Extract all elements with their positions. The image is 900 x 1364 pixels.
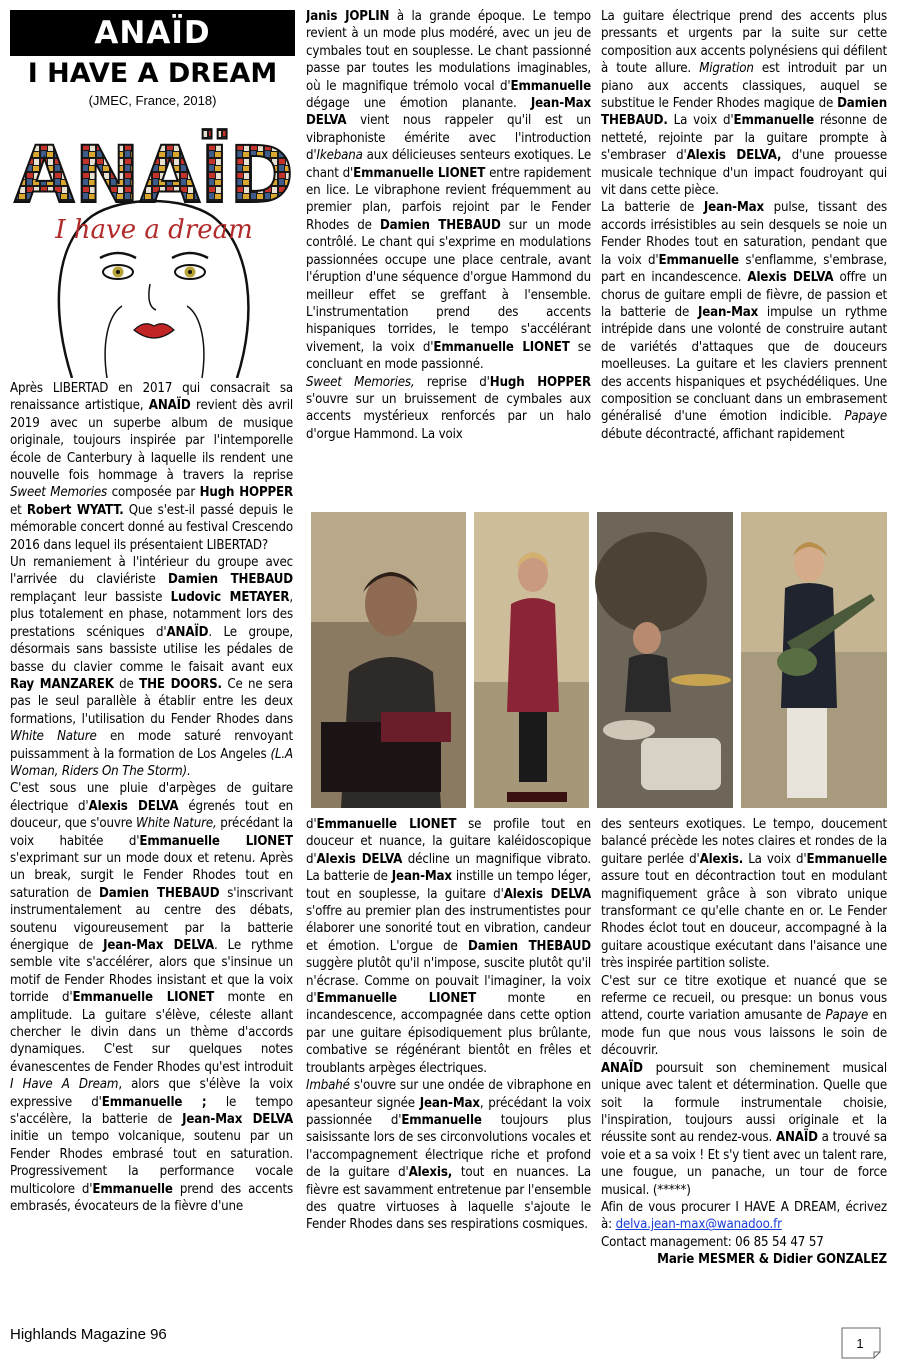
text-run: a trouvé sa voie et a sa voix ! Et s'y tient avec un talent rare, une fougue, un panache, un tour de force musical. (*****) [601,1130,887,1198]
text-run: assure tout en décontraction tout en modulant magnifiquement grâce à son vibrato unique transformant ce qu'elle chante en or. Le Fender Rhodes éclot tout en douceur, accompagné à la guitare acoustique exécutant dans l'aisance une très inspirée partition soliste. [601,869,887,972]
bold-text: Emmanuelle LIONET [139,833,293,849]
text-run: s'inscrivant instrumentalement au centre des débats, soutenu vigoureusement par la batterie énergique de [10,885,293,953]
text-run: décline un magnifique vibrato. La batterie de [306,851,591,885]
bold-text: Emmanuelle LIONET [353,165,486,181]
paragraph [601,199,887,443]
paragraph [10,554,293,780]
text-run: de [113,676,140,692]
bold-text: Damien THEBAUD [379,217,501,233]
bold-text: Emmanuelle [658,252,739,268]
contact-management: Contact management: 06 85 54 47 57 [601,1234,824,1250]
column-3-bottom [601,816,887,1324]
paragraph [306,816,591,1077]
bold-text: Jean-Max [703,200,764,216]
order-info-text: Afin de vous procurer I HAVE A DREAM, écrivez à: [601,1199,887,1233]
bold-text: Jean-Max [419,1095,480,1111]
bold-text: ANAÏD [775,1130,818,1146]
bold-text: Ray MANZAREK [10,676,114,692]
column-2-top [306,8,591,503]
text-run: initie un tempo volcanique, soutenu par un Fender Rhodes embrasé tout en saturation. Progressivement la performance vocale multicolore d' [10,1129,293,1197]
text-run: s'offre au premier plan des instrumentistes pour élaborer une sonorité tout en vibration, candeur et émotion. L'orgue de [306,904,591,954]
text-run: est introduit par un piano aux accents classiques, auquel se substitue le Fender Rhodes magique de [601,61,887,112]
text-run: La voix d' [667,113,734,129]
text-run: s'enflamme, s'embrase, part en incandescence. [601,252,887,286]
band-photos [311,512,887,808]
text-run: précédant la voix habitée d' [10,816,293,849]
bold-text: ANAÏD [601,1060,643,1076]
text-run: le tempo s'accélère, la batterie de [10,1094,293,1128]
paragraph [306,374,591,444]
text-run: . Le groupe, désormais sans bassiste utilise les pédales de basse du clavier comme le faisait avant eux [10,624,293,675]
bold-text: Hugh HOPPER [199,485,293,501]
contact-email-link[interactable]: delva.jean-max@wanadoo.fr [615,1217,782,1233]
album-origin: (JMEC, France, 2018) [88,93,217,108]
album-title: I HAVE A DREAM [27,58,278,89]
text-run: , alors que s'élève la voix expressive d' [10,1077,293,1110]
bold-text: Alexis DELVA [316,851,403,867]
text-run: Ce ne sera pas le seul parallèle à établir entre les deux formations, l'utilisation du Fender Rhodes dans [10,676,293,727]
paragraph [306,8,591,374]
bold-text: Emmanuelle [733,113,815,129]
text-run: instille un tempo léger, tout en souplesse, la guitare d' [306,869,591,902]
text-run: se concluant en mode passionné. [306,339,591,373]
photo-guitarist [741,512,887,808]
italic-text: Migration [699,61,754,77]
article-authors: Marie MESMER & Didier GONZALEZ [657,1252,887,1268]
column-2-bottom [306,816,591,1324]
text-run: tout en nuances. La fièvre est savamment entretenue par l'ensemble des quatre virtuoses à laquelle s'ajoute le Fender Rhodes dans ses respirations cosmiques. [306,1165,591,1233]
paragraph [601,1060,887,1199]
bold-text: Damien THEBAUD [168,572,293,588]
text-run: en mode saturé renvoyant puissamment à la formation de Los Angeles [10,729,293,762]
bold-text: ANAÏD [166,624,209,640]
text-run: monte en incandescence, accompagnée dans cette option par une guitare épisodiquement plus brûlante, combative se régénérant bientôt en frêles et troublants arpèges électriques. [306,991,591,1076]
bold-text: Alexis. [699,851,744,867]
bold-text: ANAÏD [148,398,191,414]
order-info-line [601,1199,887,1234]
text-run: s'ouvre sur un bruissement de cymbales aux accents mystérieux renforcés par un halo d'orgue Hammond. La voix [306,391,591,442]
bold-text: Jean-Max DELVA [103,938,214,953]
paragraph [601,973,887,1060]
text-run: pulse, tissant des accords irrésistibles au sein desquels se noie un Fender Rhodes tout en saturation, pendant que la voix d' [601,200,887,268]
magazine-footer: Highlands Magazine 96 [10,1326,167,1343]
album-cover-image [12,116,296,378]
bold-text: Ludovic METAYER [170,589,290,605]
text-run: toujours plus saisissante lors de ses circonvolutions vocales et l'accompagnement électrique riche et profond de la guitare d' [306,1112,591,1181]
italic-text: Imbahé [306,1078,350,1094]
italic-text: Ikebana [316,148,363,164]
bold-text: Jean-Max DELVA [306,96,591,129]
column-1-top [10,380,293,1322]
text-run: aux délicieuses senteurs exotiques. Le chant d' [306,148,591,181]
bold-text: Alexis DELVA [503,886,591,902]
italic-text: White Nature [10,729,97,745]
text-run: débute décontracté, affichant rapidement [601,426,845,442]
text-run: poursuit son cheminement musical unique avec talent et détermination. Quelle que soit la formule instrumentale choisie, l'inspiration, toujours aussi originale et la réussite sont au rendez-vous. [601,1060,887,1146]
bold-text: Alexis, [408,1165,453,1181]
text-run: La guitare électrique prend des accents plus pressants et urgents par la suite sur cette composition aux accents polynésiens qui défilent à toute allure. [601,9,887,77]
text-run: Après LIBERTAD en 2017 qui consacrait sa renaissance artistique, [10,381,293,414]
text-run: entre rapidement en lice. Le vibraphone revient fréquemment au premier plan, parfois rejoint par le Fender Rhodes de [306,165,591,233]
text-run: , plus totalement en phase, notamment lors des prestations scéniques d' [10,589,293,640]
text-run: offre un chorus de guitare empli de fièvre, de passion et la batterie de [601,270,887,320]
text-run: sur un mode contrôlé. Le chant qui s'exprime en modulations passionnées occupe une place centrale, avant l'éruption d'une séquence d'orgue Hammond du meilleur effet se greffant à l'ensemble. L'instrumentation prend des accents hispaniques torrides, le tempo s'accélérant vivement, la voix d' [306,217,591,355]
bold-text: Alexis DELVA, [686,148,782,164]
italic-text: Papaye [844,409,887,425]
text-run: dégage une émotion planante. [306,96,531,112]
text-run: et [10,502,27,518]
bold-text: Damien THEBAUD [99,885,220,901]
bold-text: Damien THEBAUD. [601,96,887,129]
bold-text: Emmanuelle ; [101,1094,207,1110]
bold-text: Alexis DELVA [747,270,834,286]
text-run: C'est sur ce titre exotique et nuancé que se referme ce recueil, ou presque: un bonus vous attend, courte variation amusante de [601,973,887,1024]
bold-text: Janis JOPLIN [306,9,390,24]
text-run: se profile tout en douceur et nuance, la guitare kaléidoscopique d' [306,817,591,867]
bold-text: Jean-Max [697,304,759,320]
text-run: . Le rythme semble vite s'accélérer, alors que s'insinue un motif de Fender Rhodes insistant et que la voix torride d' [10,938,293,1006]
bold-text: Alexis DELVA [88,798,179,814]
italic-text: Papaye [825,1008,869,1024]
text-run: revient dès avril 2019 avec un superbe album de musique originale, toujours inspirée par l'intemporelle école de Canterbury à laquelle ils rendent une nouvelle fois hommage à travers la reprise [10,398,293,484]
bold-text: Emmanuelle [92,1181,173,1197]
text-run: en mode fun que nous vous laissons le soin de découvrir. [601,1008,887,1059]
bold-text: Emmanuelle LIONET [433,339,570,355]
text-run: La voix d' [743,851,807,867]
text-run: vient nous rappeler qu'il est un vibraphoniste émérite avec l'introduction d' [306,113,591,164]
text-run: reprise d' [414,374,490,390]
text-run: égrenés tout en douceur, que s'ouvre [10,798,293,832]
italic-text: Sweet Memories [10,485,108,501]
text-run: d'une prouesse musicale technique d'un impact foudroyant qui vit dans cette pièce. [601,148,887,199]
paragraph [601,816,887,973]
text-run: Un remaniement à l'intérieur du groupe avec l'arrivée du claviériste [10,555,293,588]
photo-keyboardist [311,512,466,808]
italic-text: (L.A Woman, Riders On The Storm). [10,746,293,779]
text-run: résonne de netteté, rejointe par la guitare prompte à s'embraser d' [601,113,887,164]
bold-text: Emmanuelle LIONET [316,991,477,1007]
column-3-top [601,8,887,503]
text-run: La batterie de [601,200,704,216]
cover-script-text: I have a dream [55,215,253,245]
italic-text: White Nature, [136,816,217,832]
text-run: monte en amplitude. La guitare s'élève, céleste allant chercher le divin dans un thème d'accords dynamiques. C'est sur quelques notes évanescentes de Fender Rhodes qu'est introduit [10,990,293,1075]
paragraph [10,780,293,1215]
text-run: à la grande époque. Le tempo revient à un mode plus modéré, avec un jeu de cymbales tout en souplesse. Le chant passionné passe par toutes les modulations imaginables, où le magnifique trémolo vocal d' [306,9,591,94]
text-run: d' [306,817,317,832]
column-3-bottom-text [601,816,887,1199]
bold-text: Emmanuelle LIONET [72,990,215,1006]
band-title: ANAÏD [10,10,295,56]
text-run: suggère plutôt qu'il n'impose, suscite plutôt qu'il n'écrase. Comme on pouvait l'imaginer, la voix d' [306,956,591,1007]
text-run: Que s'est-il passé depuis le mémorable concert donné au festival Crescendo 2016 dans lequel ils présentaient LIBERTAD? [10,502,293,553]
paragraph [601,8,887,199]
bold-text: Robert WYATT. [26,502,124,518]
italic-text: I Have A Dream [10,1077,119,1093]
bold-text: Emmanuelle LIONET [316,817,457,832]
bold-text: THE DOORS. [139,676,222,692]
paragraph [306,1077,591,1234]
bold-text: Emmanuelle [806,851,887,867]
text-run: prend des accents embrasés, évocateurs de la fièvre d'une [10,1181,293,1215]
bold-text: Damien THEBAUD [468,938,591,954]
bold-text: Emmanuelle [401,1112,482,1128]
bold-text: Jean-Max [391,869,452,885]
text-run: s'ouvre sur une ondée de vibraphone en apesanteur signée [306,1078,591,1111]
photo-drummer [595,512,733,808]
text-run: composée par [107,485,200,501]
text-run: C'est sous une pluie d'arpèges de guitare électrique d' [10,781,293,814]
bold-text: Emmanuelle [510,78,591,94]
italic-text: Sweet Memories, [306,374,415,390]
page-number: 1 [856,1336,864,1351]
bold-text: Jean-Max DELVA [182,1112,293,1128]
text-run: impulse un rythme intrépide dans une volonté de construire autant de variétés d'attaques que de douceurs moelleuses. La guitare et les claviers prennent des accents hispaniques et psychédéliques. Une composition se concluant dans un embrasement généralisé d'une émotion indicible. [601,304,887,425]
photo-singer [474,512,589,808]
text-run: des senteurs exotiques. Le tempo, doucement balancé précède les notes claires et rondes de la guitare perlée d' [601,817,887,867]
text-run: , précédant la voix passionnée d' [306,1095,591,1128]
cover-logo-text: ANAÏD [14,131,294,221]
bold-text: Hugh HOPPER [489,374,591,390]
text-run: s'exprimant sur un mode doux et retenu. Après un break, surgit le Fender Rhodes tout en saturation de [10,850,293,901]
paragraph [10,380,293,554]
text-run: remplaçant leur bassiste [10,589,171,605]
